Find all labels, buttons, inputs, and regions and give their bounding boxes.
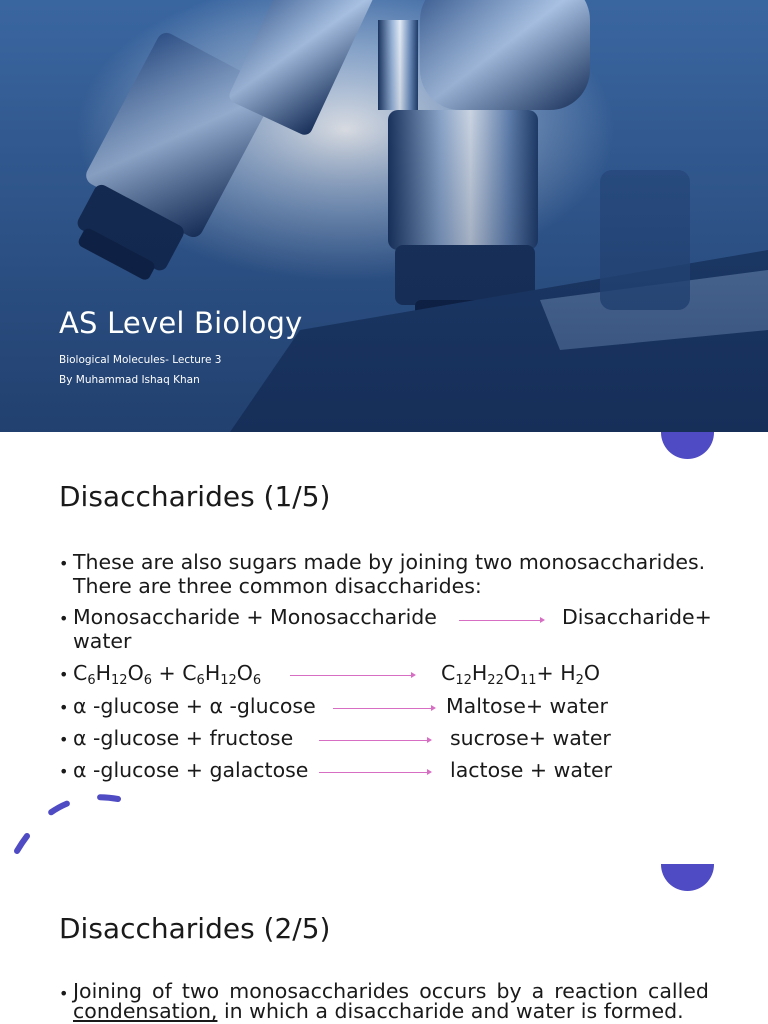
bullet-icon: •	[59, 609, 69, 628]
paragraph-word: of	[152, 979, 172, 1003]
term-condensation: condensation,	[73, 999, 218, 1023]
intro-line-1: These are also sugars made by joining two monosaccharides.	[73, 550, 706, 574]
title-slide	[0, 0, 768, 432]
paragraph-line-2-text: in which a disaccharide and water is formed.	[217, 999, 684, 1023]
bullet-icon: •	[59, 730, 69, 749]
reaction-arrow-icon	[333, 708, 432, 709]
accent-circle-decoration	[661, 864, 714, 891]
paragraph-word: a	[531, 979, 545, 1003]
equation-lactose-right: lactose + water	[450, 758, 613, 782]
equation-formula-right: $C_{12}H_{22}O_{11}+ H_2O$	[441, 661, 601, 688]
bullet-icon: •	[59, 554, 69, 573]
reaction-arrow-icon	[290, 675, 412, 676]
presentation-author: By Muhammad Ishaq Khan	[59, 374, 200, 386]
slide-disaccharides-1	[0, 432, 768, 864]
paragraph-word: reaction	[554, 979, 638, 1003]
paragraph-word: Joining	[73, 979, 142, 1003]
paragraph-word: called	[648, 979, 709, 1003]
bullet-icon: •	[59, 984, 69, 1003]
equation-sucrose-left: α -glucose + fructose	[73, 726, 294, 750]
reaction-arrow-icon	[459, 620, 541, 621]
slide-disaccharides-2	[0, 864, 768, 1024]
bullet-icon: •	[59, 665, 69, 684]
accent-circle-decoration	[661, 432, 714, 459]
paragraph-line-1	[73, 981, 709, 1001]
presentation-subtitle: Biological Molecules- Lecture 3	[59, 354, 222, 366]
bullet-icon: •	[59, 762, 69, 781]
bullet-icon: •	[59, 698, 69, 717]
dashed-arc-decoration	[0, 782, 140, 864]
slide-heading: Disaccharides (2/5)	[59, 912, 331, 945]
microscope-photo	[0, 0, 768, 432]
paragraph-word: occurs	[419, 979, 487, 1003]
presentation-title: AS Level Biology	[59, 306, 303, 340]
condensation-paragraph	[73, 981, 709, 1021]
reaction-arrow-icon	[319, 740, 428, 741]
reaction-arrow-icon	[319, 772, 428, 773]
slide-heading: Disaccharides (1/5)	[59, 480, 331, 513]
intro-line-2: There are three common disaccharides:	[73, 574, 482, 598]
equation-sucrose-right: sucrose+ water	[450, 726, 611, 750]
equation-maltose-left: α -glucose + α -glucose	[73, 694, 316, 718]
equation-lactose-left: α -glucose + galactose	[73, 758, 309, 782]
equation-maltose-right: Maltose+ water	[446, 694, 608, 718]
equation-general-left: Monosaccharide + Monosaccharide	[73, 605, 437, 629]
paragraph-line-2	[73, 1001, 709, 1021]
equation-formula-left: $C_6H_{12}O_6 + C_6H_{12}O_6$	[73, 661, 262, 688]
paragraph-word: by	[496, 979, 522, 1003]
equation-general-wrap: water	[73, 629, 132, 653]
paragraph-word: monosaccharides	[229, 979, 410, 1003]
paragraph-word: two	[181, 979, 220, 1003]
equation-general-right: Disaccharide+	[562, 605, 712, 629]
